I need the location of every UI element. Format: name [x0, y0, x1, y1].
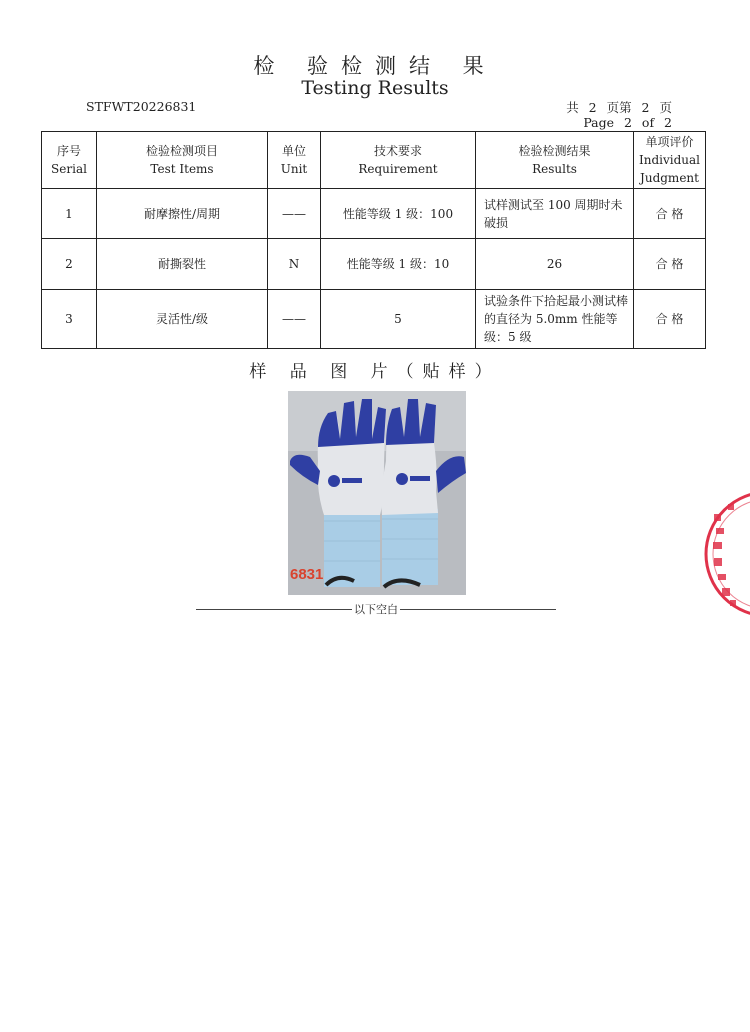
- cell-serial: 1: [42, 189, 97, 239]
- cell-result: 试验条件下拾起最小测试棒的直径为 5.0mm 性能等级：5 级: [476, 290, 634, 349]
- cell-unit: ——: [268, 290, 321, 349]
- cell-judgment: 合 格: [634, 239, 706, 290]
- table-row: [42, 239, 706, 290]
- cell-item: 灵活性/级: [97, 290, 268, 349]
- table-row: [42, 189, 706, 239]
- header-serial-en: Serial: [51, 162, 87, 176]
- header-requirement-cn: 技术要求: [373, 144, 422, 158]
- header-judgment: [634, 132, 706, 189]
- cell-item: 耐摩擦性/周期: [97, 189, 268, 239]
- header-results-cn: 检验检测结果: [518, 144, 591, 158]
- official-seal: [700, 484, 750, 624]
- header-unit: [268, 132, 321, 189]
- cell-judgment: 合 格: [634, 189, 706, 239]
- sample-photo-title: 样 品 图 片（贴样）: [249, 362, 501, 382]
- table-row: [42, 290, 706, 349]
- divider-right: [400, 609, 556, 610]
- cell-unit: ——: [268, 189, 321, 239]
- blank-below-line: [196, 602, 556, 616]
- left-logo-icon: [328, 475, 340, 487]
- report-title-cn: 检 验检测结 果: [253, 54, 497, 78]
- report-number: STFWT20226831: [86, 99, 197, 114]
- header-unit-cn: 单位: [281, 144, 306, 158]
- header-judgment-en: Individual Judgment: [638, 153, 700, 185]
- left-glove-cuff: [324, 511, 380, 587]
- header-test-items-cn: 检验检测项目: [145, 144, 218, 158]
- divider-left: [196, 609, 352, 610]
- page-indicator-cn: 共 2 页第 2 页: [566, 100, 672, 115]
- cell-result: 试样测试至 100 周期时未破损: [476, 189, 634, 239]
- header-serial: [42, 132, 97, 189]
- cell-requirement: 5: [321, 290, 476, 349]
- header-test-items: [97, 132, 268, 189]
- header-results-en: Results: [532, 162, 577, 176]
- blank-below-text: 以下空白: [354, 603, 398, 616]
- cell-item: 耐撕裂性: [97, 239, 268, 290]
- cell-requirement: 性能等级 1 级：100: [321, 189, 476, 239]
- report-title-en: Testing Results: [301, 77, 449, 99]
- sample-glove-photo: [288, 391, 466, 595]
- header-judgment-cn: 单项评价: [645, 135, 694, 149]
- header-unit-en: Unit: [280, 162, 308, 176]
- page-indicator-en: Page 2 of 2: [583, 115, 672, 130]
- header-requirement-en: Requirement: [358, 162, 438, 176]
- right-logo-icon: [396, 473, 408, 485]
- cell-serial: 2: [42, 239, 97, 290]
- header-requirement: [321, 132, 476, 189]
- sample-photo-label: 6831: [290, 566, 324, 583]
- cell-result: 26: [476, 239, 634, 290]
- cell-unit: N: [268, 239, 321, 290]
- header-test-items-en: Test Items: [150, 162, 214, 176]
- cell-serial: 3: [42, 290, 97, 349]
- header-serial-cn: 序号: [56, 144, 81, 158]
- results-table: [41, 131, 706, 349]
- header-results: [476, 132, 634, 189]
- cell-judgment: 合 格: [634, 290, 706, 349]
- table-header-row: [42, 132, 706, 189]
- cell-requirement: 性能等级 1 级：10: [321, 239, 476, 290]
- right-glove-cuff: [382, 509, 438, 585]
